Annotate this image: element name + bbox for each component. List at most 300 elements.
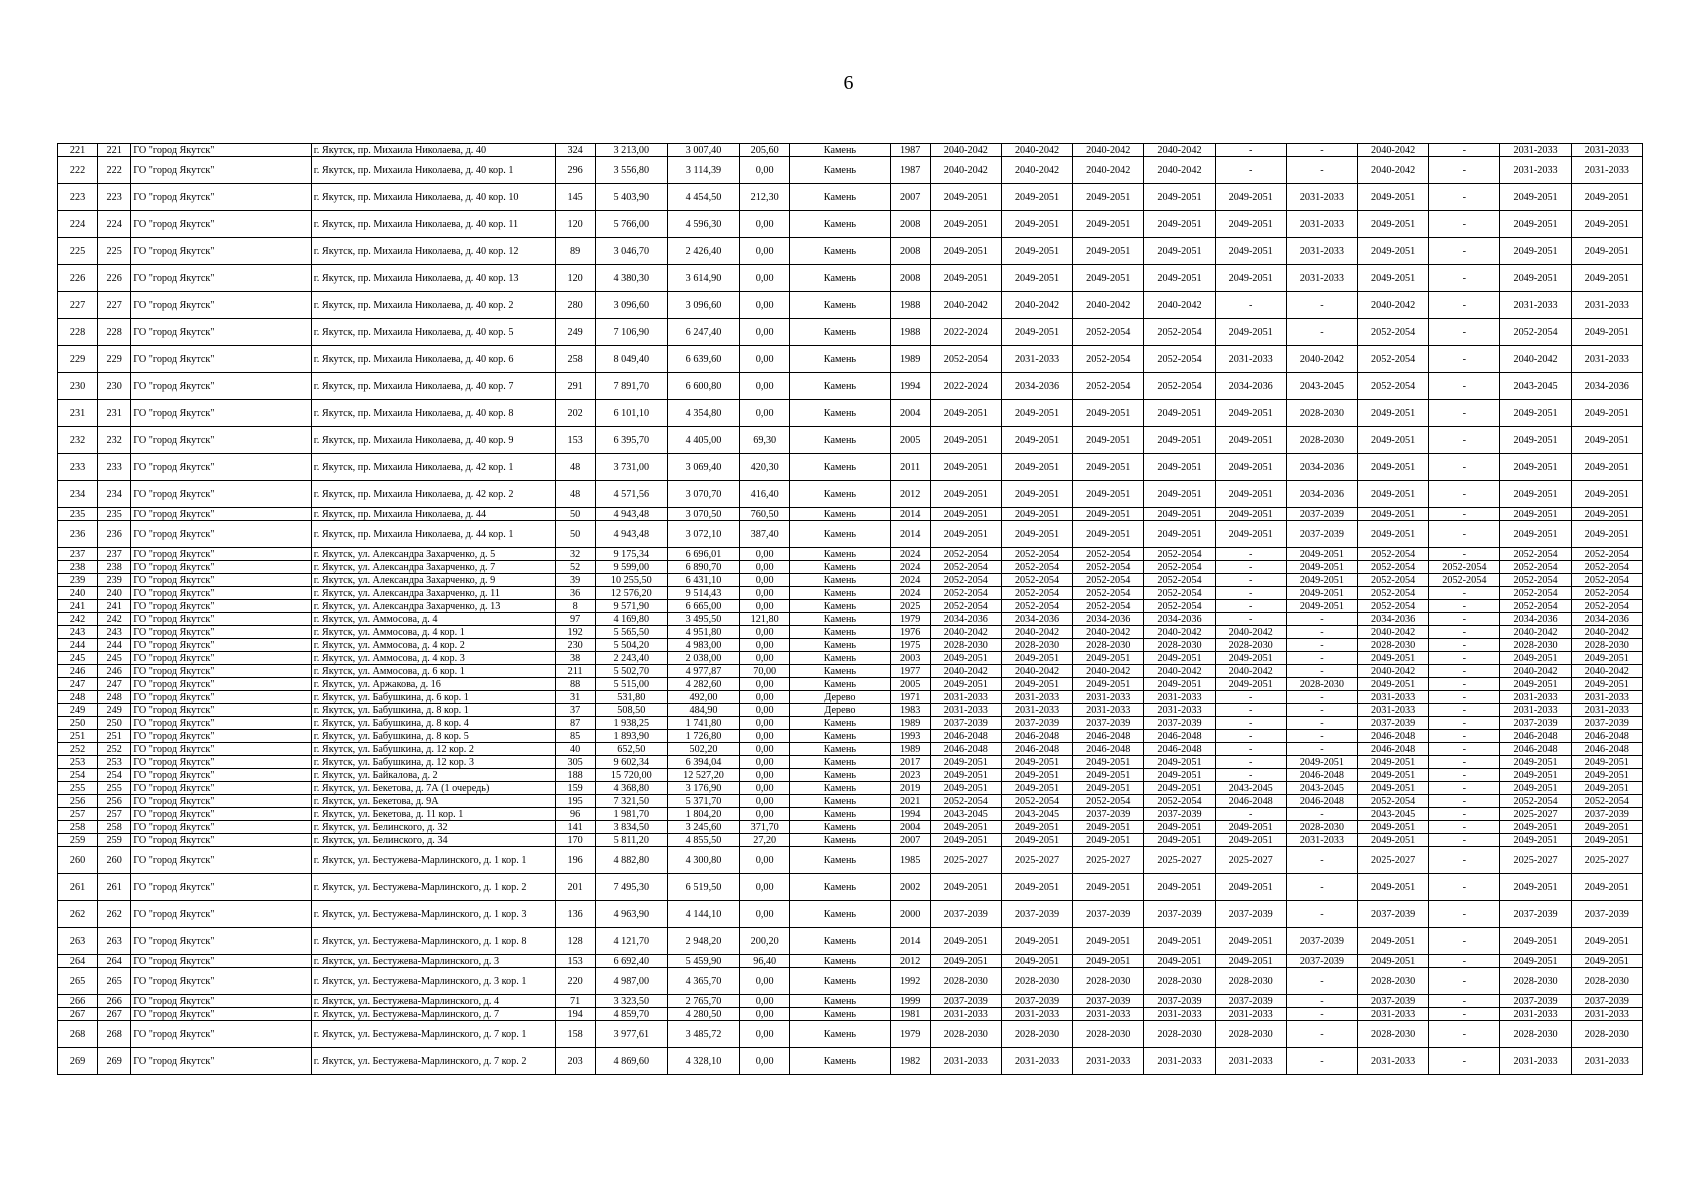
- cell-living-area: 492,00: [667, 691, 739, 704]
- cell-period-5: 2031-2033: [1215, 1048, 1286, 1075]
- cell-period-10: 2037-2039: [1571, 901, 1642, 928]
- cell-wall-material: Камень: [790, 730, 890, 743]
- cell-residents: 71: [555, 995, 595, 1008]
- cell-address: г. Якутск, ул. Александра Захарченко, д. 13: [311, 600, 555, 613]
- cell-period-9: 2049-2051: [1500, 782, 1571, 795]
- cell-period-8: -: [1429, 874, 1500, 901]
- cell-period-2: 2049-2051: [1001, 769, 1072, 782]
- cell-period-5: 2043-2045: [1215, 782, 1286, 795]
- table-row: [58, 652, 1643, 665]
- cell-total-area: 1 938,25: [595, 717, 667, 730]
- cell-period-1: 2031-2033: [930, 704, 1001, 717]
- cell-period-8: -: [1429, 238, 1500, 265]
- cell-period-9: 2049-2051: [1500, 652, 1571, 665]
- cell-record-num: 268: [98, 1021, 131, 1048]
- cell-period-2: 2028-2030: [1001, 968, 1072, 995]
- cell-period-3: 2049-2051: [1073, 508, 1144, 521]
- cell-period-4: 2028-2030: [1144, 639, 1215, 652]
- cell-nonresidential-area: 0,00: [740, 874, 790, 901]
- cell-period-1: 2049-2051: [930, 481, 1001, 508]
- cell-nonresidential-area: 0,00: [740, 548, 790, 561]
- cell-residents: 194: [555, 1008, 595, 1021]
- cell-residents: 50: [555, 508, 595, 521]
- cell-period-7: 2052-2054: [1358, 346, 1429, 373]
- cell-total-area: 6 101,10: [595, 400, 667, 427]
- cell-period-6: 2046-2048: [1286, 769, 1357, 782]
- cell-period-5: -: [1215, 730, 1286, 743]
- cell-address: г. Якутск, пр. Михаила Николаева, д. 40: [311, 144, 555, 157]
- cell-total-area: 7 106,90: [595, 319, 667, 346]
- cell-living-area: 2 765,70: [667, 995, 739, 1008]
- cell-residents: 37: [555, 704, 595, 717]
- cell-wall-material: Камень: [790, 874, 890, 901]
- cell-living-area: 3 070,70: [667, 481, 739, 508]
- cell-record-num: 242: [98, 613, 131, 626]
- cell-municipality: ГО "город Якутск": [131, 574, 312, 587]
- cell-period-3: 2052-2054: [1073, 574, 1144, 587]
- cell-record-num: 266: [98, 995, 131, 1008]
- cell-period-4: 2052-2054: [1144, 373, 1215, 400]
- cell-year-built: 2025: [890, 600, 930, 613]
- cell-period-7: 2046-2048: [1358, 730, 1429, 743]
- cell-period-3: 2049-2051: [1073, 678, 1144, 691]
- cell-period-10: 2040-2042: [1571, 626, 1642, 639]
- cell-period-7: 2046-2048: [1358, 743, 1429, 756]
- cell-period-2: 2049-2051: [1001, 427, 1072, 454]
- cell-period-3: 2052-2054: [1073, 319, 1144, 346]
- cell-period-1: 2040-2042: [930, 157, 1001, 184]
- cell-total-area: 7 495,30: [595, 874, 667, 901]
- cell-nonresidential-area: 0,00: [740, 561, 790, 574]
- cell-period-5: 2028-2030: [1215, 639, 1286, 652]
- cell-row-num: 224: [58, 211, 98, 238]
- cell-period-9: 2040-2042: [1500, 626, 1571, 639]
- cell-period-3: 2049-2051: [1073, 211, 1144, 238]
- cell-period-1: 2046-2048: [930, 743, 1001, 756]
- cell-period-10: 2031-2033: [1571, 292, 1642, 319]
- cell-period-4: 2049-2051: [1144, 400, 1215, 427]
- cell-period-9: 2043-2045: [1500, 373, 1571, 400]
- cell-period-7: 2034-2036: [1358, 613, 1429, 626]
- cell-period-8: -: [1429, 626, 1500, 639]
- cell-period-3: 2046-2048: [1073, 743, 1144, 756]
- cell-period-8: -: [1429, 928, 1500, 955]
- cell-nonresidential-area: 0,00: [740, 639, 790, 652]
- cell-period-5: 2025-2027: [1215, 847, 1286, 874]
- cell-period-6: 2049-2051: [1286, 756, 1357, 769]
- cell-period-10: 2037-2039: [1571, 808, 1642, 821]
- cell-residents: 96: [555, 808, 595, 821]
- cell-municipality: ГО "город Якутск": [131, 238, 312, 265]
- cell-row-num: 250: [58, 717, 98, 730]
- cell-municipality: ГО "город Якутск": [131, 292, 312, 319]
- cell-period-7: 2037-2039: [1358, 717, 1429, 730]
- cell-period-10: 2037-2039: [1571, 717, 1642, 730]
- cell-municipality: ГО "город Якутск": [131, 955, 312, 968]
- cell-wall-material: Камень: [790, 521, 890, 548]
- cell-year-built: 1975: [890, 639, 930, 652]
- cell-period-8: -: [1429, 319, 1500, 346]
- cell-nonresidential-area: 0,00: [740, 346, 790, 373]
- cell-nonresidential-area: 27,20: [740, 834, 790, 847]
- table-row: [58, 454, 1643, 481]
- cell-period-4: 2037-2039: [1144, 717, 1215, 730]
- cell-period-5: 2049-2051: [1215, 521, 1286, 548]
- table-row: [58, 756, 1643, 769]
- cell-period-7: 2049-2051: [1358, 782, 1429, 795]
- cell-period-6: -: [1286, 808, 1357, 821]
- cell-period-5: -: [1215, 704, 1286, 717]
- table-row: [58, 769, 1643, 782]
- cell-municipality: ГО "город Якутск": [131, 211, 312, 238]
- cell-residents: 188: [555, 769, 595, 782]
- cell-period-2: 2034-2036: [1001, 613, 1072, 626]
- cell-period-8: -: [1429, 1048, 1500, 1075]
- cell-period-6: -: [1286, 704, 1357, 717]
- cell-period-9: 2025-2027: [1500, 847, 1571, 874]
- cell-row-num: 256: [58, 795, 98, 808]
- cell-period-9: 2049-2051: [1500, 265, 1571, 292]
- cell-period-8: -: [1429, 968, 1500, 995]
- cell-municipality: ГО "город Якутск": [131, 626, 312, 639]
- cell-municipality: ГО "город Якутск": [131, 639, 312, 652]
- cell-record-num: 226: [98, 265, 131, 292]
- cell-total-area: 4 380,30: [595, 265, 667, 292]
- cell-period-7: 2049-2051: [1358, 756, 1429, 769]
- cell-period-7: 2031-2033: [1358, 1048, 1429, 1075]
- cell-period-5: -: [1215, 743, 1286, 756]
- cell-period-3: 2049-2051: [1073, 652, 1144, 665]
- cell-living-area: 6 519,50: [667, 874, 739, 901]
- table-row: [58, 508, 1643, 521]
- cell-year-built: 1983: [890, 704, 930, 717]
- cell-period-8: -: [1429, 834, 1500, 847]
- cell-nonresidential-area: 0,00: [740, 678, 790, 691]
- cell-year-built: 2011: [890, 454, 930, 481]
- cell-period-3: 2028-2030: [1073, 1021, 1144, 1048]
- cell-period-10: 2049-2051: [1571, 782, 1642, 795]
- cell-record-num: 230: [98, 373, 131, 400]
- cell-period-3: 2037-2039: [1073, 717, 1144, 730]
- cell-period-7: 2049-2051: [1358, 652, 1429, 665]
- cell-living-area: 1 726,80: [667, 730, 739, 743]
- cell-residents: 40: [555, 743, 595, 756]
- cell-period-10: 2031-2033: [1571, 1048, 1642, 1075]
- cell-period-9: 2049-2051: [1500, 955, 1571, 968]
- cell-total-area: 9 602,34: [595, 756, 667, 769]
- cell-period-1: 2025-2027: [930, 847, 1001, 874]
- cell-period-5: -: [1215, 613, 1286, 626]
- cell-wall-material: Камень: [790, 292, 890, 319]
- cell-address: г. Якутск, пр. Михаила Николаева, д. 40 кор. 8: [311, 400, 555, 427]
- cell-period-1: 2040-2042: [930, 144, 1001, 157]
- cell-period-1: 2052-2054: [930, 561, 1001, 574]
- cell-period-10: 2049-2051: [1571, 481, 1642, 508]
- table-row: [58, 157, 1643, 184]
- cell-period-6: 2037-2039: [1286, 928, 1357, 955]
- cell-municipality: ГО "город Якутск": [131, 587, 312, 600]
- cell-record-num: 232: [98, 427, 131, 454]
- cell-period-10: 2028-2030: [1571, 968, 1642, 995]
- cell-municipality: ГО "город Якутск": [131, 319, 312, 346]
- cell-total-area: 6 395,70: [595, 427, 667, 454]
- cell-municipality: ГО "город Якутск": [131, 144, 312, 157]
- cell-period-8: -: [1429, 995, 1500, 1008]
- cell-period-3: 2040-2042: [1073, 626, 1144, 639]
- cell-row-num: 240: [58, 587, 98, 600]
- cell-period-3: 2049-2051: [1073, 481, 1144, 508]
- cell-nonresidential-area: 416,40: [740, 481, 790, 508]
- cell-residents: 153: [555, 955, 595, 968]
- cell-record-num: 237: [98, 548, 131, 561]
- table-row: [58, 238, 1643, 265]
- cell-period-3: 2052-2054: [1073, 548, 1144, 561]
- cell-address: г. Якутск, ул. Бекетова, д. 11 кор. 1: [311, 808, 555, 821]
- table-row: [58, 481, 1643, 508]
- cell-municipality: ГО "город Якутск": [131, 184, 312, 211]
- cell-nonresidential-area: 0,00: [740, 373, 790, 400]
- cell-living-area: 6 890,70: [667, 561, 739, 574]
- cell-period-1: 2028-2030: [930, 639, 1001, 652]
- cell-period-10: 2031-2033: [1571, 157, 1642, 184]
- cell-period-1: 2049-2051: [930, 782, 1001, 795]
- cell-wall-material: Камень: [790, 548, 890, 561]
- cell-year-built: 2003: [890, 652, 930, 665]
- cell-period-5: 2049-2051: [1215, 238, 1286, 265]
- cell-total-area: 5 403,90: [595, 184, 667, 211]
- cell-period-1: 2049-2051: [930, 769, 1001, 782]
- cell-period-6: 2049-2051: [1286, 587, 1357, 600]
- cell-period-1: 2049-2051: [930, 928, 1001, 955]
- cell-period-7: 2031-2033: [1358, 704, 1429, 717]
- cell-nonresidential-area: 0,00: [740, 587, 790, 600]
- cell-municipality: ГО "город Якутск": [131, 717, 312, 730]
- cell-period-8: -: [1429, 652, 1500, 665]
- cell-period-3: 2049-2051: [1073, 834, 1144, 847]
- cell-year-built: 2008: [890, 265, 930, 292]
- cell-residents: 48: [555, 454, 595, 481]
- cell-year-built: 2012: [890, 955, 930, 968]
- cell-period-4: 2052-2054: [1144, 548, 1215, 561]
- cell-row-num: 258: [58, 821, 98, 834]
- cell-period-3: 2049-2051: [1073, 769, 1144, 782]
- cell-period-1: 2028-2030: [930, 968, 1001, 995]
- cell-row-num: 245: [58, 652, 98, 665]
- cell-record-num: 248: [98, 691, 131, 704]
- cell-period-6: -: [1286, 319, 1357, 346]
- cell-period-1: 2049-2051: [930, 652, 1001, 665]
- table-row: [58, 730, 1643, 743]
- cell-period-4: 2052-2054: [1144, 574, 1215, 587]
- cell-nonresidential-area: 0,00: [740, 292, 790, 319]
- cell-period-4: 2040-2042: [1144, 144, 1215, 157]
- cell-period-6: -: [1286, 1021, 1357, 1048]
- cell-period-2: 2049-2051: [1001, 821, 1072, 834]
- cell-period-7: 2052-2054: [1358, 574, 1429, 587]
- table-row: [58, 968, 1643, 995]
- cell-period-4: 2031-2033: [1144, 704, 1215, 717]
- cell-period-5: 2049-2051: [1215, 821, 1286, 834]
- cell-address: г. Якутск, ул. Бестужева-Марлинского, д. 1 кор. 2: [311, 874, 555, 901]
- table-row: [58, 691, 1643, 704]
- table-row: [58, 184, 1643, 211]
- cell-address: г. Якутск, пр. Михаила Николаева, д. 40 кор. 10: [311, 184, 555, 211]
- cell-period-10: 2049-2051: [1571, 238, 1642, 265]
- cell-total-area: 4 859,70: [595, 1008, 667, 1021]
- cell-period-5: -: [1215, 587, 1286, 600]
- cell-period-6: 2037-2039: [1286, 508, 1357, 521]
- cell-period-4: 2031-2033: [1144, 691, 1215, 704]
- cell-period-9: 2052-2054: [1500, 561, 1571, 574]
- cell-municipality: ГО "город Якутск": [131, 968, 312, 995]
- table-body: [58, 144, 1643, 1075]
- cell-period-3: 2037-2039: [1073, 995, 1144, 1008]
- cell-row-num: 255: [58, 782, 98, 795]
- cell-total-area: 4 963,90: [595, 901, 667, 928]
- cell-record-num: 246: [98, 665, 131, 678]
- cell-wall-material: Камень: [790, 652, 890, 665]
- table-row: [58, 847, 1643, 874]
- cell-period-9: 2049-2051: [1500, 454, 1571, 481]
- cell-living-area: 5 371,70: [667, 795, 739, 808]
- cell-period-2: 2031-2033: [1001, 691, 1072, 704]
- cell-municipality: ГО "город Якутск": [131, 481, 312, 508]
- cell-row-num: 268: [58, 1021, 98, 1048]
- cell-period-8: -: [1429, 821, 1500, 834]
- cell-wall-material: Камень: [790, 756, 890, 769]
- cell-year-built: 2008: [890, 211, 930, 238]
- cell-total-area: 5 766,00: [595, 211, 667, 238]
- cell-living-area: 3 176,90: [667, 782, 739, 795]
- cell-period-10: 2031-2033: [1571, 691, 1642, 704]
- cell-period-1: 2052-2054: [930, 346, 1001, 373]
- cell-period-2: 2049-2051: [1001, 508, 1072, 521]
- cell-address: г. Якутск, ул. Бекетова, д. 9А: [311, 795, 555, 808]
- cell-period-7: 2049-2051: [1358, 184, 1429, 211]
- cell-living-area: 6 431,10: [667, 574, 739, 587]
- cell-period-10: 2049-2051: [1571, 834, 1642, 847]
- cell-municipality: ГО "город Якутск": [131, 704, 312, 717]
- cell-record-num: 244: [98, 639, 131, 652]
- cell-row-num: 244: [58, 639, 98, 652]
- cell-period-2: 2052-2054: [1001, 561, 1072, 574]
- cell-wall-material: Камень: [790, 1021, 890, 1048]
- cell-period-4: 2049-2051: [1144, 834, 1215, 847]
- cell-period-5: 2049-2051: [1215, 481, 1286, 508]
- cell-period-6: 2031-2033: [1286, 265, 1357, 292]
- cell-period-7: 2052-2054: [1358, 561, 1429, 574]
- cell-period-4: 2040-2042: [1144, 665, 1215, 678]
- cell-row-num: 228: [58, 319, 98, 346]
- cell-year-built: 2004: [890, 821, 930, 834]
- cell-record-num: 222: [98, 157, 131, 184]
- cell-period-2: 2049-2051: [1001, 184, 1072, 211]
- cell-record-num: 245: [98, 652, 131, 665]
- cell-period-6: -: [1286, 874, 1357, 901]
- cell-period-1: 2031-2033: [930, 1008, 1001, 1021]
- cell-nonresidential-area: 0,00: [740, 730, 790, 743]
- cell-row-num: 263: [58, 928, 98, 955]
- cell-wall-material: Камень: [790, 427, 890, 454]
- cell-period-7: 2028-2030: [1358, 968, 1429, 995]
- cell-period-7: 2040-2042: [1358, 144, 1429, 157]
- cell-period-5: 2028-2030: [1215, 1021, 1286, 1048]
- cell-living-area: 3 245,60: [667, 821, 739, 834]
- cell-period-1: 2049-2051: [930, 265, 1001, 292]
- cell-period-3: 2040-2042: [1073, 144, 1144, 157]
- cell-municipality: ГО "город Якутск": [131, 373, 312, 400]
- cell-residents: 203: [555, 1048, 595, 1075]
- cell-nonresidential-area: 0,00: [740, 901, 790, 928]
- cell-period-6: -: [1286, 613, 1357, 626]
- cell-address: г. Якутск, ул. Бабушкина, д. 6 кор. 1: [311, 691, 555, 704]
- cell-period-4: 2031-2033: [1144, 1008, 1215, 1021]
- cell-address: г. Якутск, пр. Михаила Николаева, д. 40 кор. 7: [311, 373, 555, 400]
- cell-period-5: 2031-2033: [1215, 1008, 1286, 1021]
- cell-nonresidential-area: 121,80: [740, 613, 790, 626]
- cell-period-9: 2046-2048: [1500, 743, 1571, 756]
- cell-period-5: 2049-2051: [1215, 652, 1286, 665]
- cell-year-built: 2014: [890, 521, 930, 548]
- cell-record-num: 252: [98, 743, 131, 756]
- cell-year-built: 1985: [890, 847, 930, 874]
- cell-period-2: 2049-2051: [1001, 238, 1072, 265]
- cell-period-3: 2052-2054: [1073, 346, 1144, 373]
- cell-period-10: 2049-2051: [1571, 184, 1642, 211]
- cell-row-num: 231: [58, 400, 98, 427]
- cell-municipality: ГО "город Якутск": [131, 756, 312, 769]
- cell-address: г. Якутск, ул. Аммосова, д. 4 кор. 3: [311, 652, 555, 665]
- cell-period-9: 2031-2033: [1500, 704, 1571, 717]
- cell-period-10: 2052-2054: [1571, 574, 1642, 587]
- cell-period-2: 2028-2030: [1001, 1021, 1072, 1048]
- cell-period-8: -: [1429, 756, 1500, 769]
- cell-record-num: 241: [98, 600, 131, 613]
- cell-nonresidential-area: 0,00: [740, 600, 790, 613]
- cell-period-7: 2049-2051: [1358, 928, 1429, 955]
- cell-year-built: 1982: [890, 1048, 930, 1075]
- cell-address: г. Якутск, ул. Белинского, д. 34: [311, 834, 555, 847]
- cell-total-area: 7 321,50: [595, 795, 667, 808]
- cell-period-4: 2028-2030: [1144, 1021, 1215, 1048]
- cell-period-4: 2052-2054: [1144, 319, 1215, 346]
- cell-period-3: 2049-2051: [1073, 821, 1144, 834]
- cell-wall-material: Камень: [790, 678, 890, 691]
- cell-year-built: 2024: [890, 574, 930, 587]
- cell-total-area: 3 731,00: [595, 454, 667, 481]
- cell-municipality: ГО "город Якутск": [131, 1008, 312, 1021]
- cell-municipality: ГО "город Якутск": [131, 508, 312, 521]
- cell-municipality: ГО "город Якутск": [131, 1021, 312, 1048]
- cell-living-area: 4 354,80: [667, 400, 739, 427]
- cell-period-10: 2049-2051: [1571, 652, 1642, 665]
- cell-residents: 89: [555, 238, 595, 265]
- cell-period-1: 2031-2033: [930, 1048, 1001, 1075]
- cell-period-10: 2025-2027: [1571, 847, 1642, 874]
- cell-year-built: 2021: [890, 795, 930, 808]
- cell-period-8: -: [1429, 955, 1500, 968]
- cell-municipality: ГО "город Якутск": [131, 874, 312, 901]
- cell-row-num: 239: [58, 574, 98, 587]
- cell-wall-material: Камень: [790, 901, 890, 928]
- cell-row-num: 241: [58, 600, 98, 613]
- cell-residents: 280: [555, 292, 595, 319]
- cell-address: г. Якутск, ул. Бестужева-Марлинского, д. 4: [311, 995, 555, 1008]
- cell-total-area: 3 977,61: [595, 1021, 667, 1048]
- cell-period-7: 2052-2054: [1358, 319, 1429, 346]
- cell-period-8: -: [1429, 548, 1500, 561]
- table-row: [58, 561, 1643, 574]
